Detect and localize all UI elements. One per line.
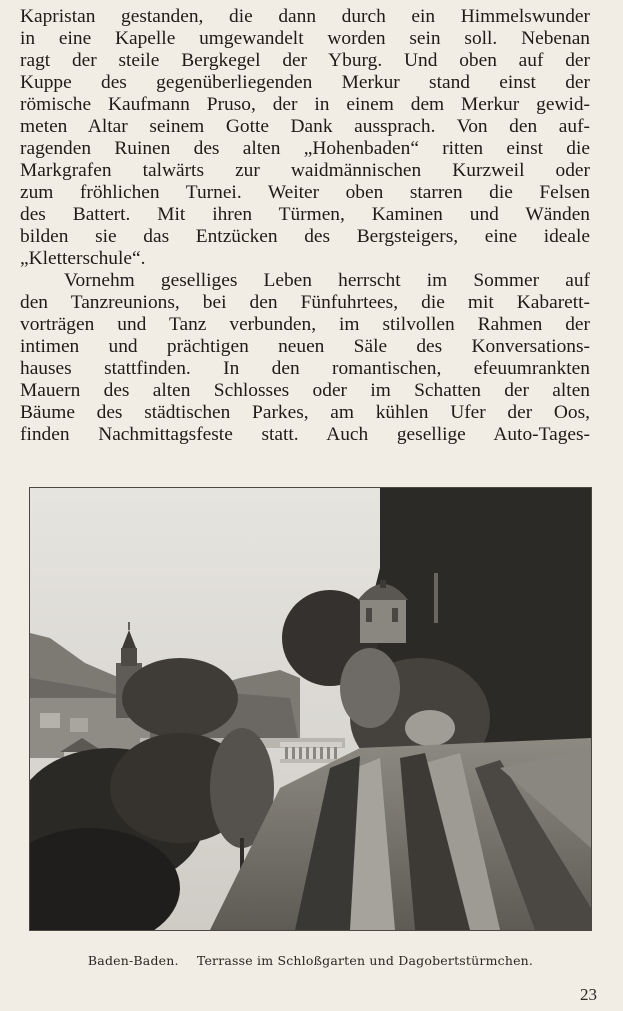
body-text bbox=[20, 6, 590, 446]
page-number: 23 bbox=[580, 985, 597, 1004]
text-line: „Kletterschule“. bbox=[20, 248, 146, 269]
text-line: ragt der steile Bergkegel der Yburg. Und oben auf der bbox=[20, 50, 590, 71]
text-line: Bäume des städtischen Parkes, am kühlen Ufer der Oos, bbox=[20, 402, 590, 423]
paragraph-1 bbox=[20, 6, 590, 270]
text-line: bilden sie das Entzücken des Bergsteigers, eine ideale bbox=[20, 226, 590, 247]
text-line: Kapristan gestanden, die dann durch ein Himmelswunder bbox=[20, 6, 590, 27]
text-line: Mauern des alten Schlosses oder im Schatten der alten bbox=[20, 380, 590, 401]
text-line: hauses stattfinden. In den romantischen, efeuumrankten bbox=[20, 358, 590, 379]
caption-place: Baden-Baden. bbox=[87, 953, 179, 968]
text-line: römische Kaufmann Pruso, der in einem dem Merkur gewid- bbox=[20, 94, 590, 115]
text-line: zum fröhlichen Turnei. Weiter oben starren die Felsen bbox=[20, 182, 590, 203]
text-line: vorträgen und Tanz verbunden, im stilvollen Rahmen der bbox=[20, 314, 590, 335]
photo-caption bbox=[30, 953, 591, 968]
text-line: in eine Kapelle umgewandelt worden sein soll. Nebenan bbox=[20, 28, 590, 49]
text-line: Vornehm geselliges Leben herrscht im Sommer auf bbox=[64, 270, 590, 291]
paragraph-2 bbox=[20, 270, 590, 446]
text-line: Kuppe des gegenüberliegenden Merkur stand einst der bbox=[20, 72, 590, 93]
text-line: des Battert. Mit ihren Türmen, Kaminen und Wänden bbox=[20, 204, 590, 225]
text-line: ragenden Ruinen des alten „Hohenbaden“ ritten einst die bbox=[20, 138, 590, 159]
caption-text: Terrasse im Schloßgarten und Dagobertstürmchen. bbox=[196, 953, 534, 968]
text-line: Markgrafen talwärts zur waidmännischen Kurzweil oder bbox=[20, 160, 590, 181]
text-line: den Tanzreunions, bei den Fünfuhrtees, die mit Kabarett- bbox=[20, 292, 590, 313]
text-line: intimen und prächtigen neuen Säle des Konversations- bbox=[20, 336, 590, 357]
photograph-schlossgarten bbox=[30, 488, 591, 930]
photo-illustration bbox=[30, 488, 591, 930]
text-line: meten Altar seinem Gotte Dank aussprach. Von den auf- bbox=[20, 116, 590, 137]
text-line: finden Nachmittagsfeste statt. Auch gesellige Auto-Tages- bbox=[20, 424, 590, 445]
